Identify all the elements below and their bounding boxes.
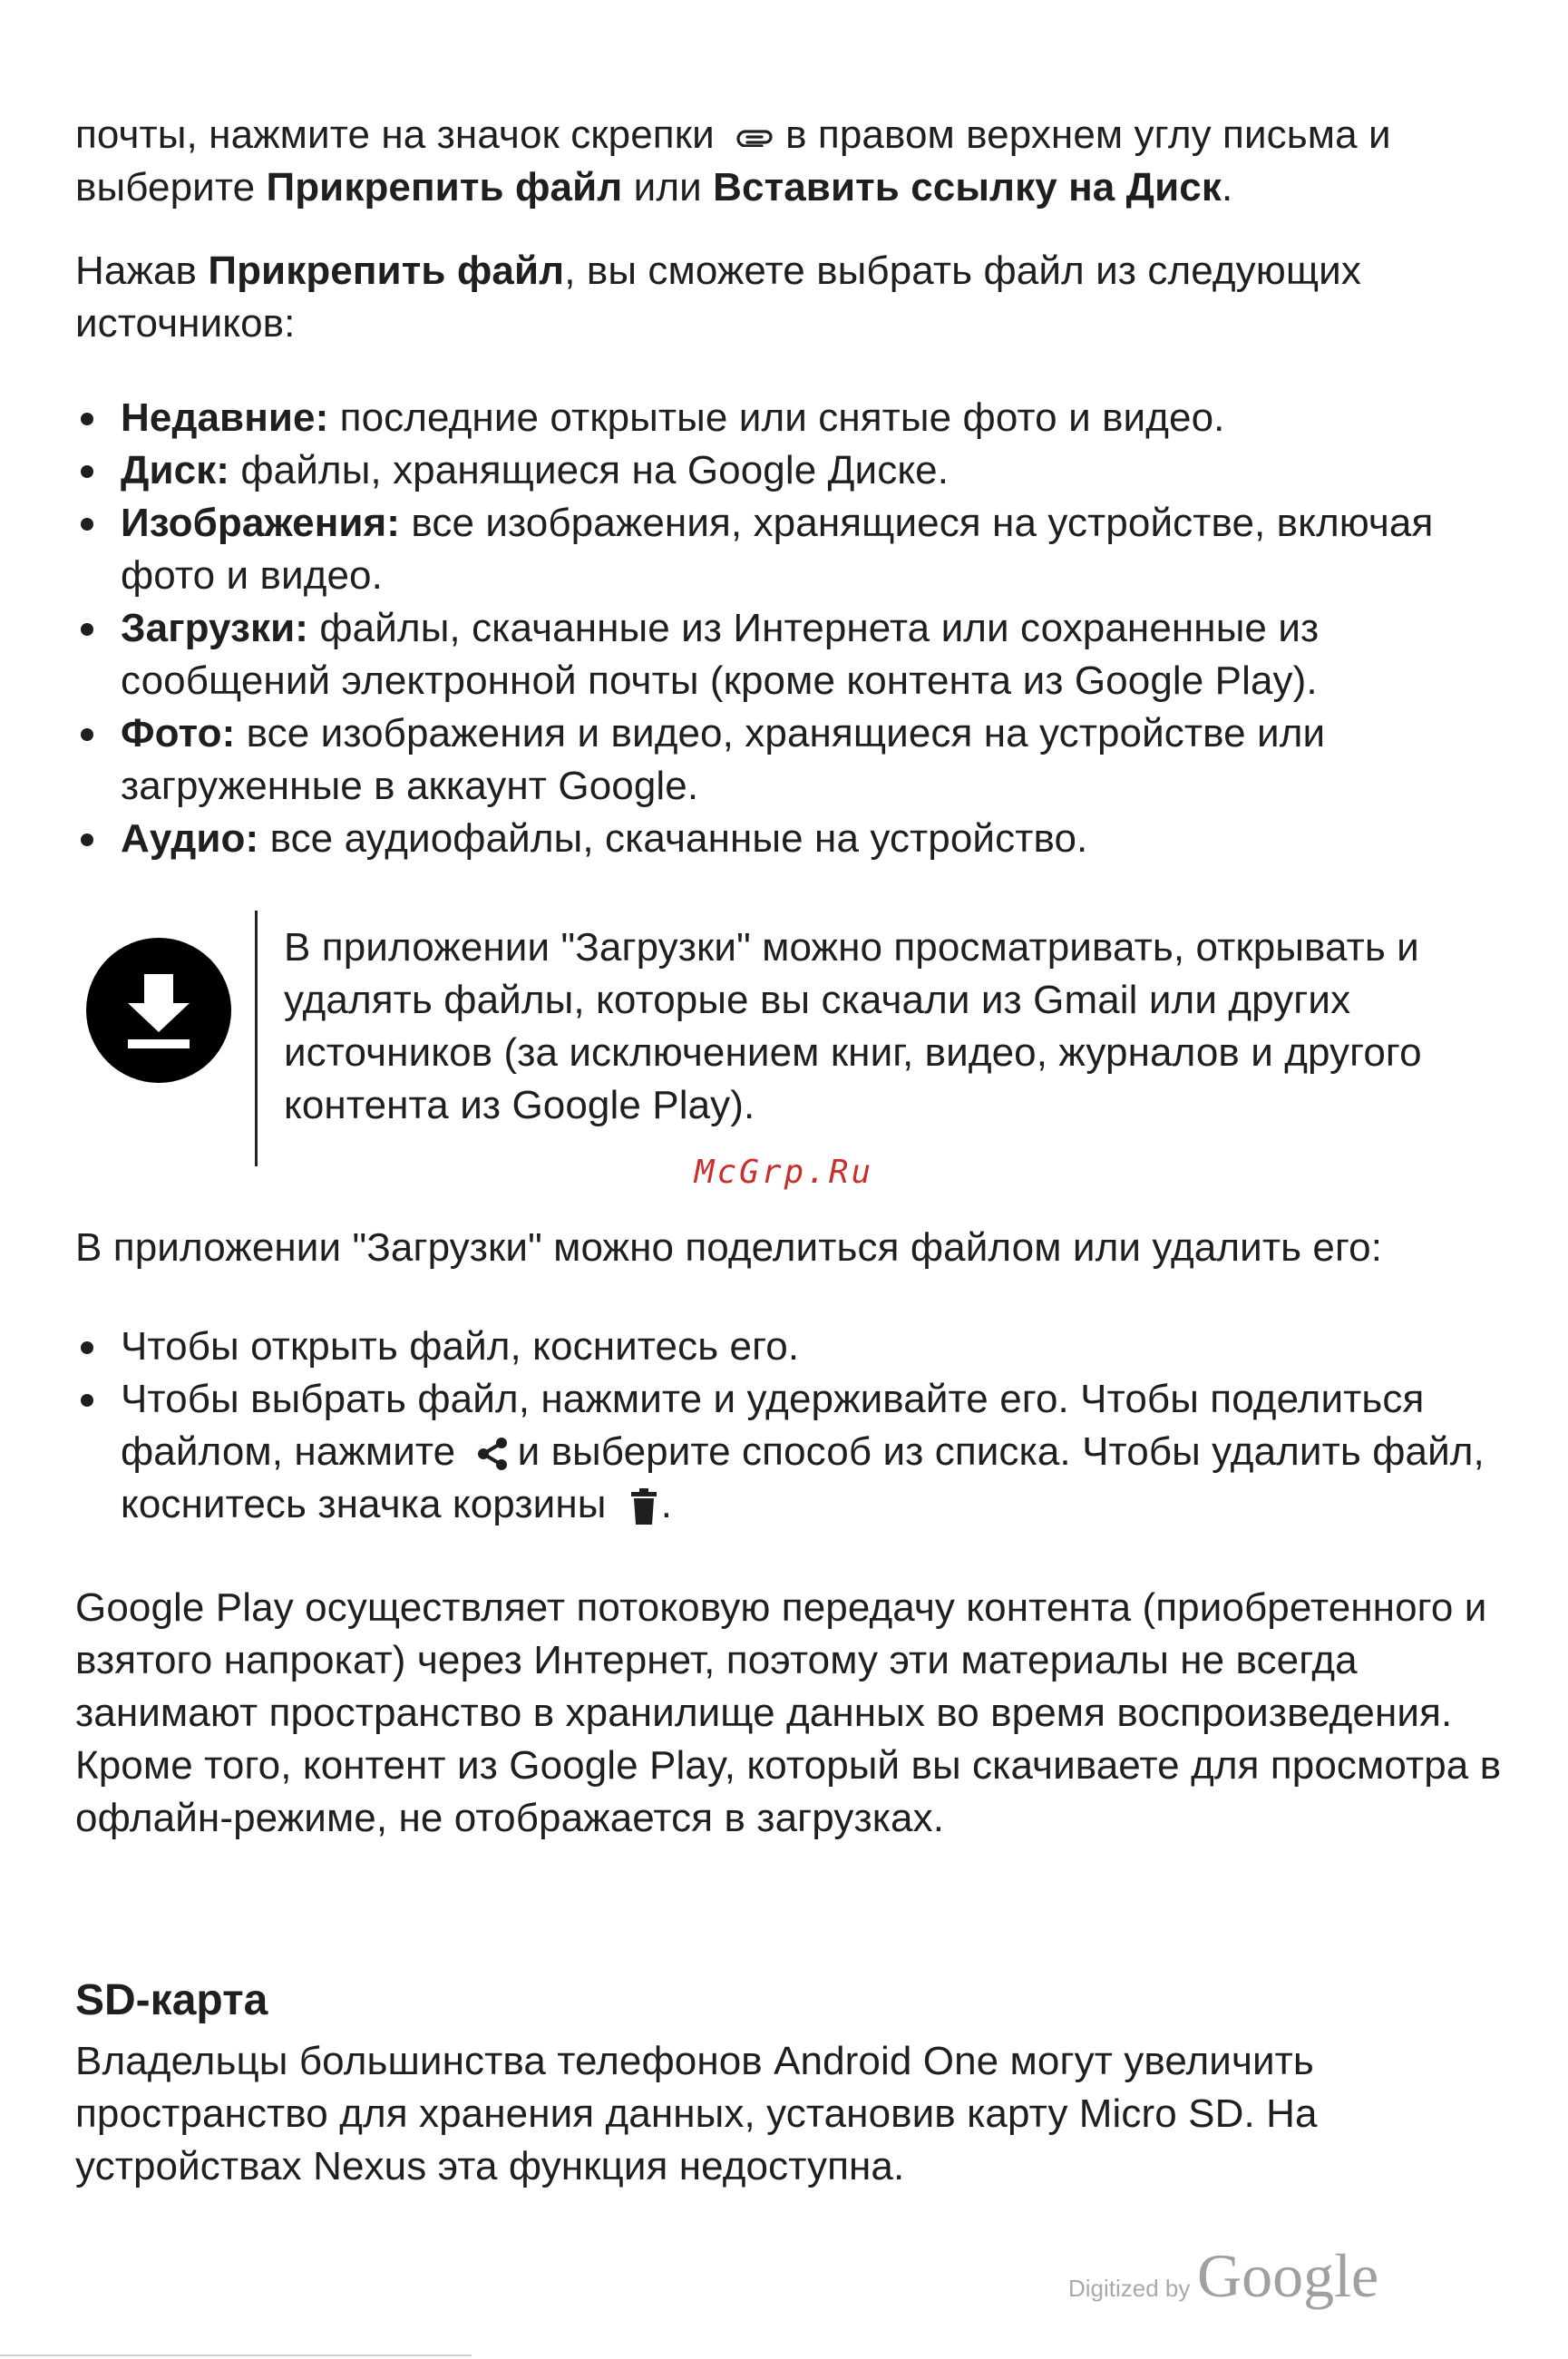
item-text: последние открытые или снятые фото и видео.	[339, 395, 1225, 440]
item-text: Чтобы открыть файл, коснитесь его.	[121, 1324, 800, 1369]
section-heading-sd-card: SD-карта	[75, 1975, 268, 2024]
list-item	[75, 392, 1490, 444]
list-item	[75, 602, 1490, 707]
text-span: , вы сможете выбрать файл из следующих источников:	[75, 249, 1361, 346]
callout-text: В приложении "Загрузки" можно просматривать, открывать и удалять файлы, которые вы скачали из Gmail или других источников (за исключением книг, видео, журналов и другого контента из Google Play).	[284, 925, 1422, 1127]
item-text: файлы, хранящиеся на Google Диске.	[240, 448, 950, 492]
text-span: .	[1221, 165, 1233, 210]
text-span: или	[633, 165, 702, 210]
list-item	[75, 707, 1490, 813]
digitized-by-google-watermark	[1068, 2240, 1449, 2313]
google-logo: Google	[1197, 2241, 1379, 2310]
item-text: и выберите способ из списка. Чтобы удалить файл, коснитесь значка корзины	[121, 1429, 1485, 1526]
paragraph-sd-card: Владельцы большинства телефонов Android One могут увеличить пространство для хранения данных, установив карту Micro SD. На устройствах Nexus эта функция недоступна.	[75, 2039, 1318, 2188]
text-span: почты, нажмите на значок скрепки	[75, 112, 715, 157]
sources-list	[75, 392, 1490, 865]
bold-attach-file: Прикрепить файл	[266, 165, 623, 210]
bold-attach-file: Прикрепить файл	[208, 249, 565, 293]
list-item	[75, 813, 1490, 865]
item-label: Диск:	[121, 448, 230, 492]
item-text: файлы, скачанные из Интернета или сохраненные из сообщений электронной почты (кроме контента из Google Play).	[121, 606, 1320, 703]
paragraph-sources-intro	[75, 245, 1490, 350]
item-text: Чтобы выбрать файл, нажмите и удерживайте его. Чтобы поделиться файлом, нажмите	[121, 1377, 1425, 1474]
watermark-text: McGrp.Ru	[694, 1154, 874, 1191]
paragraph-google-play-streaming: Google Play осуществляет потоковую передачу контента (приобретенного и взятого напрокат) через Интернет, поэтому эти материалы не всегда занимают пространство в хранилище данных во время воспроизведения. Кроме того, контент из Google Play, который вы скачиваете для просмотра в офлайн-режиме, не отображается в загрузках.	[75, 1585, 1502, 1840]
item-label: Изображения:	[121, 501, 401, 545]
paperclip-icon	[735, 127, 776, 147]
list-item	[75, 1321, 1508, 1373]
item-text: .	[660, 1482, 673, 1526]
actions-list	[75, 1321, 1508, 1531]
paragraph-attach-instructions	[75, 109, 1490, 214]
trash-icon	[630, 1488, 657, 1525]
bottom-divider	[0, 2354, 472, 2356]
item-label: Загрузки:	[121, 606, 309, 650]
text-span: в правом верхнем углу письма и выберите	[75, 112, 1391, 210]
item-label: Недавние:	[121, 395, 329, 440]
list-item	[75, 444, 1490, 497]
downloads-callout	[75, 911, 1490, 1166]
item-text: все изображения, хранящиеся на устройстве, включая фото и видео.	[121, 501, 1434, 598]
item-text: все аудиофайлы, скачанные на устройство.	[269, 816, 1088, 861]
callout-divider	[255, 911, 258, 1166]
text-span: Нажав	[75, 249, 198, 293]
list-item	[75, 497, 1490, 602]
share-icon	[474, 1436, 511, 1472]
bold-insert-drive-link: Вставить ссылку на Диск	[713, 165, 1222, 210]
download-icon	[86, 938, 231, 1083]
list-item	[75, 1373, 1508, 1531]
item-text: все изображения и видео, хранящиеся на устройстве или загруженные в аккаунт Google.	[121, 711, 1326, 808]
digitized-by-text: Digitized by	[1068, 2275, 1191, 2302]
item-label: Аудио:	[121, 816, 259, 861]
item-label: Фото:	[121, 711, 236, 755]
paragraph-downloads-actions: В приложении "Загрузки" можно поделиться файлом или удалить его:	[75, 1225, 1383, 1270]
page-content	[75, 109, 1490, 1166]
